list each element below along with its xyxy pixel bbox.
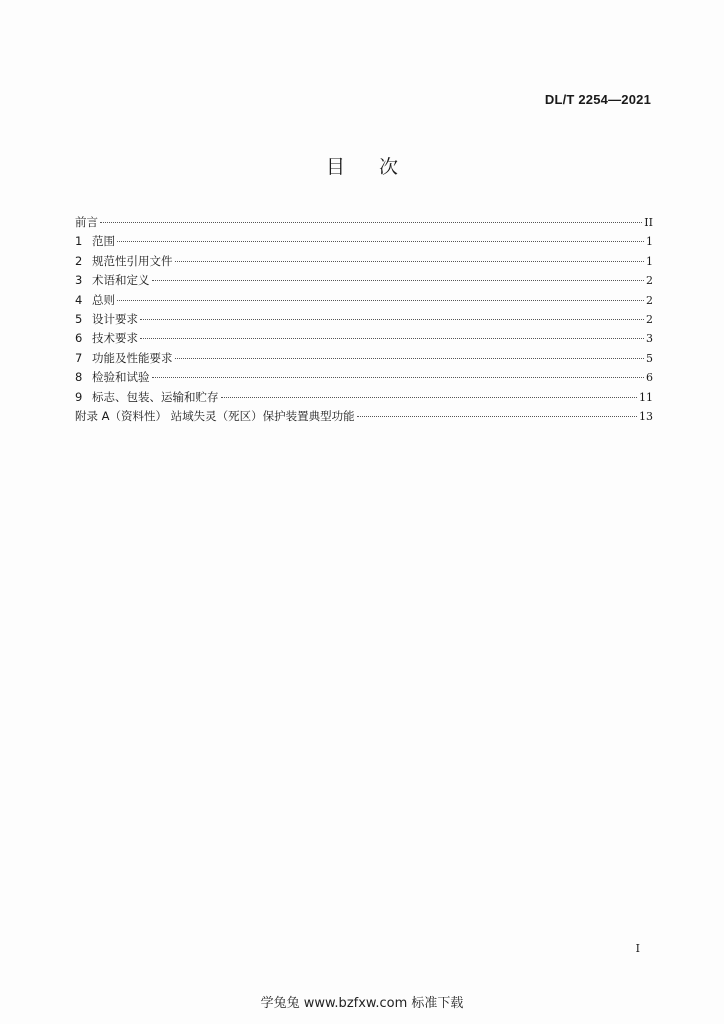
toc-entry-number: 4 <box>75 292 83 307</box>
toc-entry-page: 2 <box>646 293 653 307</box>
toc-entry-3[interactable] <box>75 271 653 290</box>
toc-entry-2[interactable] <box>75 252 653 271</box>
toc-entry-foreword[interactable] <box>75 213 653 232</box>
toc-entry-number: 2 <box>75 253 83 268</box>
toc-entry-label: 术语和定义 <box>92 273 150 288</box>
toc-leader-dots <box>175 358 645 359</box>
site-watermark: 学兔兔 www.bzfxw.com 标准下载 <box>260 996 464 1011</box>
toc-entry-label: 标志、包装、运输和贮存 <box>92 389 219 404</box>
toc-leader-dots <box>152 280 645 281</box>
toc-entry-label: 总则 <box>92 292 115 307</box>
toc-entry-page: 11 <box>639 390 653 404</box>
toc-entry-label: 检验和试验 <box>92 370 150 385</box>
toc-entry-number: 8 <box>75 370 83 385</box>
toc-entry-number: 1 <box>75 234 83 249</box>
toc-entry-6[interactable] <box>75 329 653 348</box>
toc-entry-5[interactable] <box>75 310 653 329</box>
toc-entry-4[interactable] <box>75 291 653 310</box>
toc-entry-label: 技术要求 <box>92 331 138 346</box>
toc-entry-8[interactable] <box>75 368 653 387</box>
toc-entry-page: 5 <box>646 351 653 365</box>
toc-entry-page: 6 <box>646 371 653 385</box>
toc-entry-page: II <box>644 216 653 229</box>
table-of-contents <box>75 213 653 426</box>
toc-entry-number: 9 <box>75 389 83 404</box>
toc-entry-label: 范围 <box>92 234 115 249</box>
toc-leader-dots <box>152 377 645 378</box>
toc-entry-appendix-a[interactable] <box>75 407 653 426</box>
toc-leader-dots <box>117 241 644 242</box>
toc-leader-dots <box>117 300 644 301</box>
toc-leader-dots <box>140 338 644 339</box>
toc-entry-number: 5 <box>75 311 83 326</box>
standard-number: DL/T 2254—2021 <box>544 92 651 107</box>
toc-entry-page: 2 <box>646 274 653 288</box>
toc-leader-dots <box>357 416 637 417</box>
toc-entry-label: 附录 A（资料性） 站域失灵（死区）保护装置典型功能 <box>75 408 355 423</box>
toc-entry-label: 设计要求 <box>92 311 138 326</box>
toc-title: 目次 <box>325 156 432 178</box>
toc-entry-label: 功能及性能要求 <box>92 350 173 365</box>
toc-entry-label: 规范性引用文件 <box>92 253 173 268</box>
toc-leader-dots <box>175 261 645 262</box>
toc-entry-page: 2 <box>646 312 653 326</box>
toc-entry-label: 前言 <box>75 215 98 229</box>
toc-entry-page: 1 <box>646 254 653 268</box>
toc-entry-1[interactable] <box>75 232 653 251</box>
toc-entry-9[interactable] <box>75 388 653 407</box>
toc-leader-dots <box>221 397 638 398</box>
page-number: I <box>635 942 640 955</box>
toc-entry-page: 13 <box>639 409 653 423</box>
toc-entry-page: 1 <box>646 235 653 249</box>
toc-entry-page: 3 <box>646 332 653 346</box>
toc-entry-number: 3 <box>75 273 83 288</box>
toc-entry-7[interactable] <box>75 349 653 368</box>
toc-entry-number: 7 <box>75 350 83 365</box>
toc-leader-dots <box>100 222 642 223</box>
toc-entry-number: 6 <box>75 331 83 346</box>
toc-leader-dots <box>140 319 644 320</box>
